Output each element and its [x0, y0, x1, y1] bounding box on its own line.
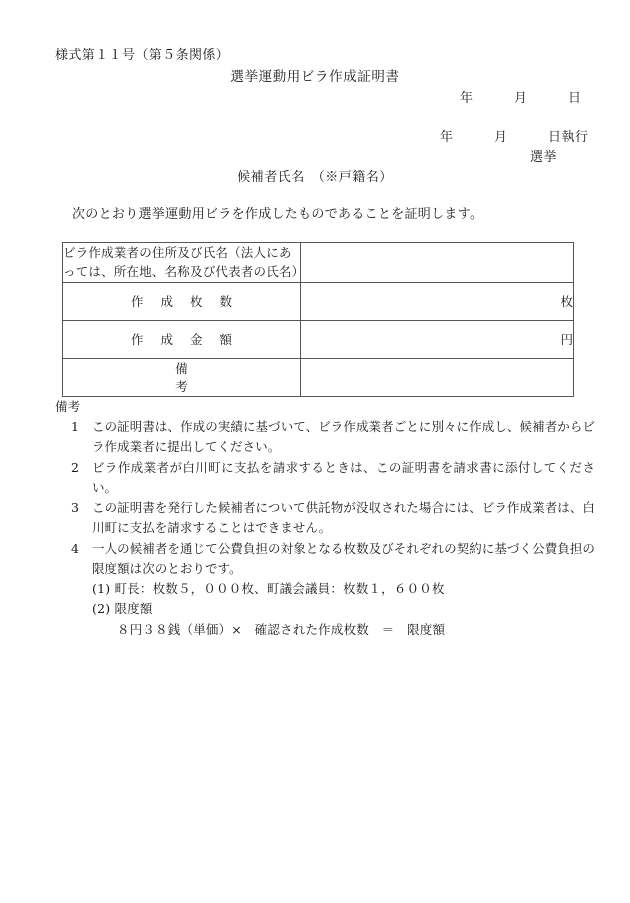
note-number: 2 — [71, 459, 80, 475]
row-label-printer-address: ビラ作成業者の住所及び氏名（法人にあっては、所在地、名称及び代表者の氏名） — [63, 243, 301, 283]
remarks-note-1 — [55, 417, 595, 458]
row-label-amount — [63, 320, 301, 358]
row-label-remarks-text: 備考 — [175, 361, 260, 395]
note-number: 3 — [71, 500, 80, 515]
row-label-quantity-text: 作成枚数 — [130, 294, 249, 310]
row-label-amount-text: 作成金額 — [130, 332, 249, 348]
issue-date-line: 年 月 日 — [460, 91, 582, 106]
certificate-table — [62, 242, 574, 397]
remarks-note-2 — [55, 458, 595, 499]
row-value-amount[interactable]: 円 — [301, 320, 574, 358]
remarks-section — [55, 397, 595, 640]
election-label: 選挙 — [530, 150, 558, 165]
note-text: ビラ作成業者が白川町に支払を請求するときは、この証明書を請求書に添付してください。 — [92, 459, 595, 495]
note-text: 一人の候補者を通じて公費負担の対象となる枚数及びそれぞれの契約に基づく公費負担の限度額は次のとおりです。 — [92, 540, 595, 576]
table-row — [63, 282, 574, 320]
note-text: この証明書は、作成の実績に基づいて、ビラ作成業者ごとに別々に作成し、候補者からビラ作成業者に提出してください。 — [92, 419, 595, 455]
row-value-printer-address[interactable] — [301, 243, 574, 283]
remarks-formula: ８円３８銭（単価）× 確認された作成枚数 ＝ 限度額 — [117, 621, 446, 637]
table-row — [63, 243, 574, 283]
candidate-name-label: 候補者氏名 （※戸籍名） — [237, 170, 393, 185]
page-title: 選挙運動用ビラ作成証明書 — [230, 69, 400, 85]
remarks-title: 備考 — [55, 399, 81, 414]
row-label-quantity — [63, 282, 301, 320]
remarks-note-3 — [55, 498, 595, 539]
remarks-subnote-1: (1) 町長：枚数５，０００枚、町議会議員：枚数１，６００枚 — [92, 581, 445, 596]
row-value-quantity[interactable]: 枚 — [301, 282, 574, 320]
table-row — [63, 358, 574, 396]
remarks-subnote-2: (2) 限度額 — [92, 601, 153, 617]
table-row — [63, 320, 574, 358]
note-number: 4 — [71, 540, 80, 556]
execution-date-line: 年 月 日執行 — [440, 130, 589, 145]
row-label-remarks — [63, 358, 301, 396]
row-value-remarks[interactable] — [301, 358, 574, 396]
form-number: 様式第１１号（第５条関係） — [55, 48, 230, 63]
certification-statement: 次のとおり選挙運動用ビラを作成したものであることを証明します。 — [72, 207, 484, 222]
note-number: 1 — [71, 419, 80, 434]
note-text: この証明書を発行した候補者について供託物が没収された場合には、ビラ作成業者は、白川町に支払を請求することはできません。 — [92, 500, 595, 536]
remarks-note-4 — [55, 539, 595, 580]
